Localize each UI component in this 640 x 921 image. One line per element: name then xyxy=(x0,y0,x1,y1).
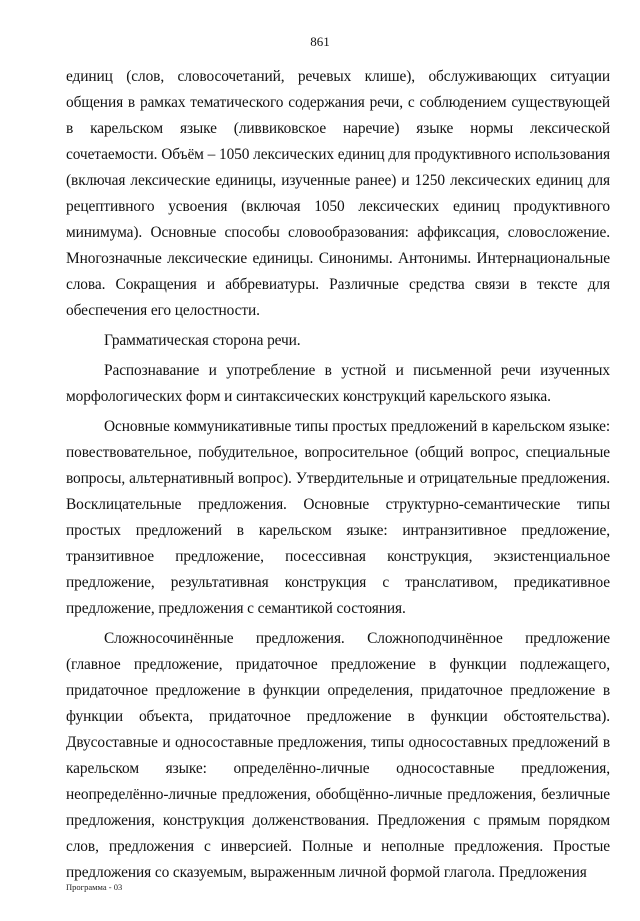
paragraph-sentence-types: Основные коммуникативные типы простых предложений в карельском языке: повествовательное, побудительное, вопросительное (общий вопрос, специальные вопросы, альтернативный вопрос). Утвердительные и отрицательные предложения. Восклицательные предложения. Основные структурно-семантические типы простых предложений в карельском языке: интранзитивное предложение, транзитивное предложение, посессивная конструкция, экзистенциальное предложение, результативная конструкция с транслативом, предикативное предложение, предложения с семантикой состояния. xyxy=(66,418,610,617)
paragraph-vocabulary: единиц (слов, словосочетаний, речевых клише), обслуживающих ситуации общения в рамках тематического содержания речи, с соблюдением существующей в карельском языке (ливвиковское наречие) языке нормы лексической сочетаемости. Объём – 1050 лексических единиц для продуктивного использования (включая лексические единицы, изученные ранее) и 1250 лексических единиц для рецептивного усвоения (включая 1050 лексических единиц продуктивного минимума). Основные способы словообразования: аффиксация, словосложение. Многозначные лексические единицы. Синонимы. Антонимы. Интернациональные слова. Сокращения и аббревиатуры. Различные средства связи в тексте для обеспечения его целостности. xyxy=(66,68,610,319)
paragraph-complex-sentences: Сложносочинённые предложения. Сложноподчинённое предложение (главное предложение, придаточное предложение в функции подлежащего, придаточное предложение в функции определения, придаточное предложение в функции объекта, придаточное предложение в функции обстоятельства). Двусоставные и односоставные предложения, типы односоставных предложений в карельском языке: определённо-личные односоставные предложения, неопределённо-личные предложения, обобщённо-личные предложения, безличные предложения, конструкция долженствования. Предложения с прямым порядком слов, предложения с инверсией. Полные и неполные предложения. Простые предложения со сказуемым, выраженным личной формой глагола. Предложения xyxy=(66,630,610,881)
footer-program-label: Программа - 03 xyxy=(66,882,123,892)
page-number: 861 xyxy=(310,34,330,49)
paragraph-recognition: Распознавание и употребление в устной и письменной речи изученных морфологических форм и синтаксических конструкций карельского языка. xyxy=(66,362,610,405)
paragraph-grammar-heading: Грамматическая сторона речи. xyxy=(104,332,301,349)
document-body xyxy=(66,64,610,886)
